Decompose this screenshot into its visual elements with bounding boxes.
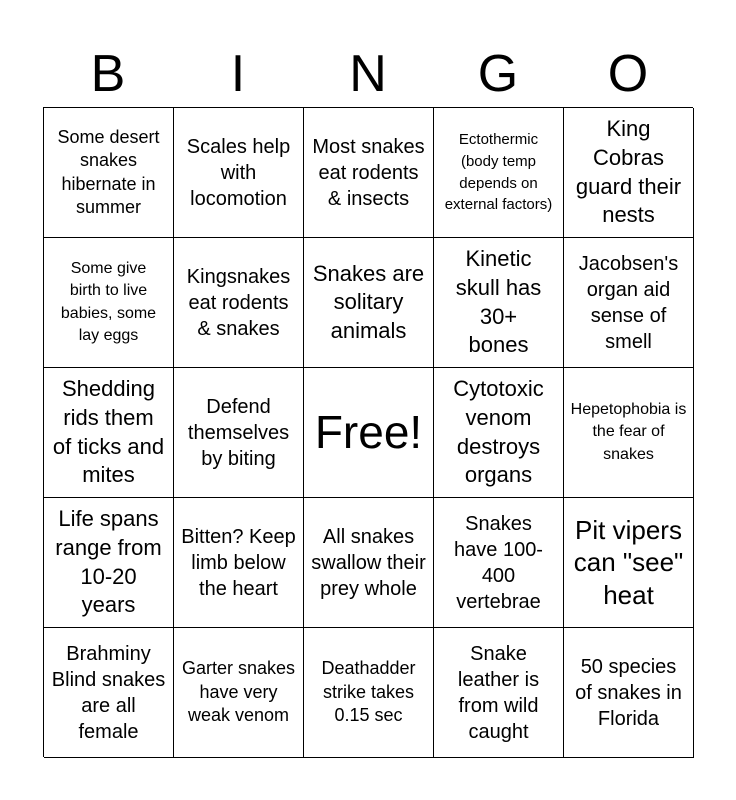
cell-text: Brahminy Blind snakes are all female <box>51 642 166 743</box>
bingo-cell-r1c1[interactable] <box>44 108 174 238</box>
bingo-cell-r2c3[interactable] <box>304 238 434 368</box>
header-letter-b: B <box>90 45 126 103</box>
header-letter-i: I <box>230 45 246 103</box>
bingo-cell-r1c5[interactable] <box>564 108 694 238</box>
bingo-cell-r1c4[interactable] <box>434 108 564 238</box>
bingo-board <box>43 107 693 757</box>
header-letter-g: G <box>477 45 519 103</box>
cell-text: Hepetophobia is the fear of snakes <box>570 400 687 463</box>
cell-text: King Cobras guard their nests <box>575 116 682 228</box>
bingo-cell-r4c2[interactable] <box>174 498 304 628</box>
cell-text: Kingsnakes eat rodents & snakes <box>186 265 291 340</box>
bingo-cell-r3c1[interactable] <box>44 368 174 498</box>
cell-text: Some give birth to live babies, some lay eggs <box>60 259 157 344</box>
free-space-text: Free! <box>314 406 423 459</box>
cell-text: Scales help with locomotion <box>186 135 291 210</box>
bingo-cell-r2c5[interactable] <box>564 238 694 368</box>
cell-text: Bitten? Keep limb below the heart <box>181 525 296 600</box>
bingo-cell-r4c1[interactable] <box>44 498 174 628</box>
bingo-cell-r4c5[interactable] <box>564 498 694 628</box>
bingo-cell-r2c2[interactable] <box>174 238 304 368</box>
cell-text: Deathadder strike takes 0.15 sec <box>321 658 416 726</box>
cell-text: Pit vipers can "see" heat <box>573 514 684 610</box>
cell-text: Garter snakes have very weak venom <box>181 658 296 726</box>
cell-text: Some desert snakes hibernate in summer <box>57 126 160 217</box>
cell-text: Most snakes eat rodents & insects <box>312 135 425 210</box>
cell-text: Snake leather is from wild caught <box>457 642 540 743</box>
cell-text: Jacobsen's organ aid sense of smell <box>578 252 679 353</box>
cell-text: Snakes are solitary animals <box>312 260 425 343</box>
bingo-cell-r1c3[interactable] <box>304 108 434 238</box>
cell-text: 50 species of snakes in Florida <box>575 655 682 730</box>
cell-text: Snakes have 100-400 vertebrae <box>454 512 543 613</box>
cell-text: Ectothermic (body temp depends on external factors) <box>444 131 553 214</box>
bingo-cell-r3c4[interactable] <box>434 368 564 498</box>
bingo-cell-r1c2[interactable] <box>174 108 304 238</box>
cell-text: Defend themselves by biting <box>187 395 290 470</box>
bingo-cell-r2c1[interactable] <box>44 238 174 368</box>
bingo-cell-r5c2[interactable] <box>174 628 304 758</box>
header-letter-n: N <box>349 45 387 103</box>
header-letter-o: O <box>607 45 649 103</box>
cell-text: Life spans range from 10-20 years <box>55 506 162 618</box>
bingo-cell-r5c1[interactable] <box>44 628 174 758</box>
bingo-cell-r2c4[interactable] <box>434 238 564 368</box>
bingo-cell-r3c2[interactable] <box>174 368 304 498</box>
bingo-cell-r4c3[interactable] <box>304 498 434 628</box>
bingo-cell-r5c3[interactable] <box>304 628 434 758</box>
cell-text: Cytotoxic venom destroys organs <box>453 376 544 488</box>
bingo-header <box>43 40 693 108</box>
bingo-cell-r5c5[interactable] <box>564 628 694 758</box>
cell-text: All snakes swallow their prey whole <box>311 525 426 600</box>
bingo-cell-r3c3-free[interactable] <box>304 368 434 498</box>
bingo-cell-r3c5[interactable] <box>564 368 694 498</box>
bingo-cell-r5c4[interactable] <box>434 628 564 758</box>
bingo-cell-r4c4[interactable] <box>434 498 564 628</box>
cell-text: Shedding rids them of ticks and mites <box>52 376 165 488</box>
cell-text: Kinetic skull has 30+ bones <box>455 246 542 358</box>
